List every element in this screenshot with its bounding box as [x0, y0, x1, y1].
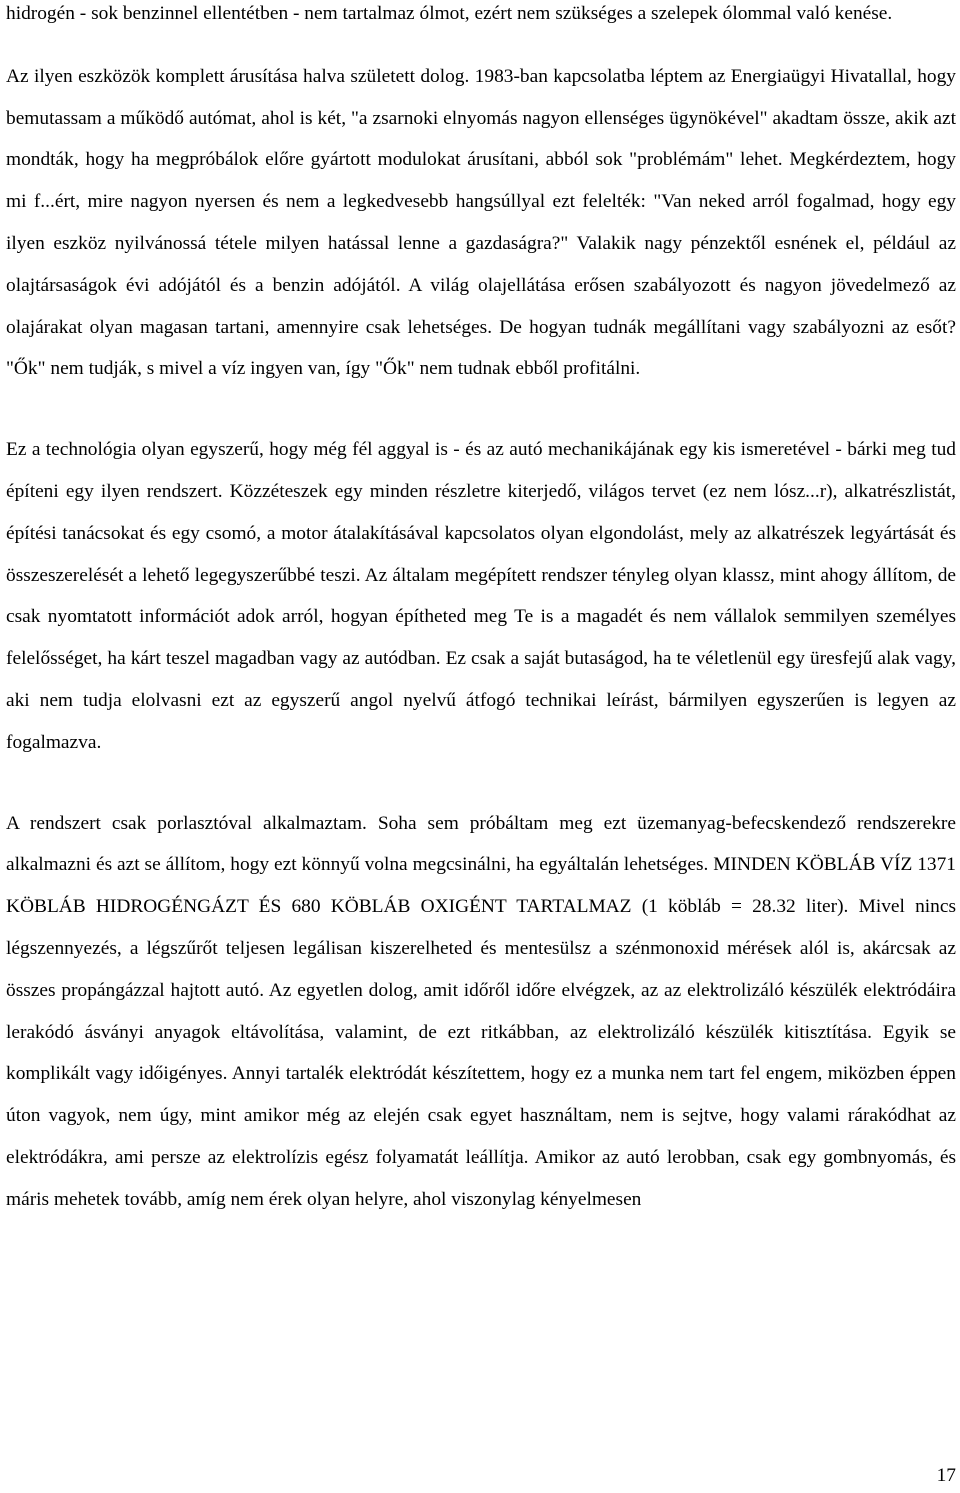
paragraph-1: hidrogén - sok benzinnel ellentétben - nem tartalmaz ólmot, ezért nem szükséges a szelepek ólommal való kenése. — [6, 3, 893, 24]
paragraph-3: Ez a technológia olyan egyszerű, hogy még fél aggyal is - és az autó mechanikájának egy kis ismeretével - bárki meg tud építeni egy ilyen rendszert. Közzéteszek egy minden részletre kiterjedő, világos tervet (ez nem lósz...r), alkatrészlistát, építési tanácsokat és egy csomó, a motor átalakításával kapcsolatos olyan elgondolást, mely az alkatrészek legyártását és összeszerelését a lehető legegyszerűbbé teszi. Az általam megépített rendszer tényleg olyan klassz, mint ahogy állítom, de csak nyomtatott információt adok arról, hogyan építheted meg Te is a magadét és nem vállalok semmilyen személyes felelősséget, ha kárt teszel magadban vagy az autódban. Ez csak a saját butaságod, ha te véletlenül egy üresfejű alak vagy, aki nem tudja elolvasni ezt az egyszerű angol nyelvű átfogó technikai leírást, bármilyen egyszerűen is legyen az fogalmazva. — [6, 439, 956, 753]
paragraph-4: A rendszert csak porlasztóval alkalmaztam. Soha sem próbáltam meg ezt üzemanyag-befecskendező rendszerekre alkalmazni és azt se állítom, hogy ezt könnyű volna megcsinálni, ha egyáltalán lehetséges. MINDEN KÖBLÁB VÍZ 1371 KÖBLÁB HIDROGÉNGÁZT ÉS 680 KÖBLÁB OXIGÉNT TARTALMAZ (1 köbláb = 28.32 liter). Mivel nincs légszennyezés, a légszűrőt teljesen legálisan kiszerelheted és mentesülsz a szénmonoxid mérések alól is, akárcsak az összes propángázzal hajtott autó. Az egyetlen dolog, amit időről időre elvégzek, az az elektrolizáló készülék elektródáira lerakódó ásványi anyagok eltávolítása, valamint, de ezt ritkábban, az elektrolizáló készülék kitisztítása. Egyik se komplikált vagy időigényes. Annyi tartalék elektródát készítettem, hogy ez a munka nem tart fel engem, miközben éppen úton vagyok, nem úgy, mint amikor még az elején csak egyet használtam, nem is sejtve, hogy valami rárakódhat az elektródákra, ami persze az elektrolízis egész folyamatát leállítja. Amikor az autó lerobban, csak egy gombnyomás, és máris mehetek tovább, amíg nem érek olyan helyre, ahol viszonylag kényelmesen — [6, 812, 956, 1210]
document-page — [6, 0, 956, 1221]
page-number: 17 — [936, 1465, 956, 1486]
paragraph-2: Az ilyen eszközök komplett árusítása halva született dolog. 1983-ban kapcsolatba léptem az Energiaügyi Hivatallal, hogy bemutassam a működő autómat, ahol is két, "a zsarnoki elnyomás nagyon ellenséges ügynökével" akadtam össze, akik azt mondták, hogy ha megpróbálok előre gyártott modulokat árusítani, abból sok "problémám" lehet. Megkérdeztem, hogy mi f...ért, mire nagyon nyersen és nem a legkedvesebb hangsúllyal ezt felelték: "Van neked arról fogalmad, hogy egy ilyen eszköz nyilvánossá tétele milyen hatással lenne a gazdaságra?" Valakik nagy pénzektől esnének el, például az olajtársaságok évi adójától és a benzin adójától. A világ olajellátása erősen szabályozott és nagyon jövedelmező az olajárakat olyan magasan tartani, amennyire csak lehetséges. De hogyan tudnák megállítani vagy szabályozni az esőt? "Ők" nem tudják, s mivel a víz ingyen van, így "Ők" nem tudnak ebből profitálni. — [6, 65, 956, 380]
